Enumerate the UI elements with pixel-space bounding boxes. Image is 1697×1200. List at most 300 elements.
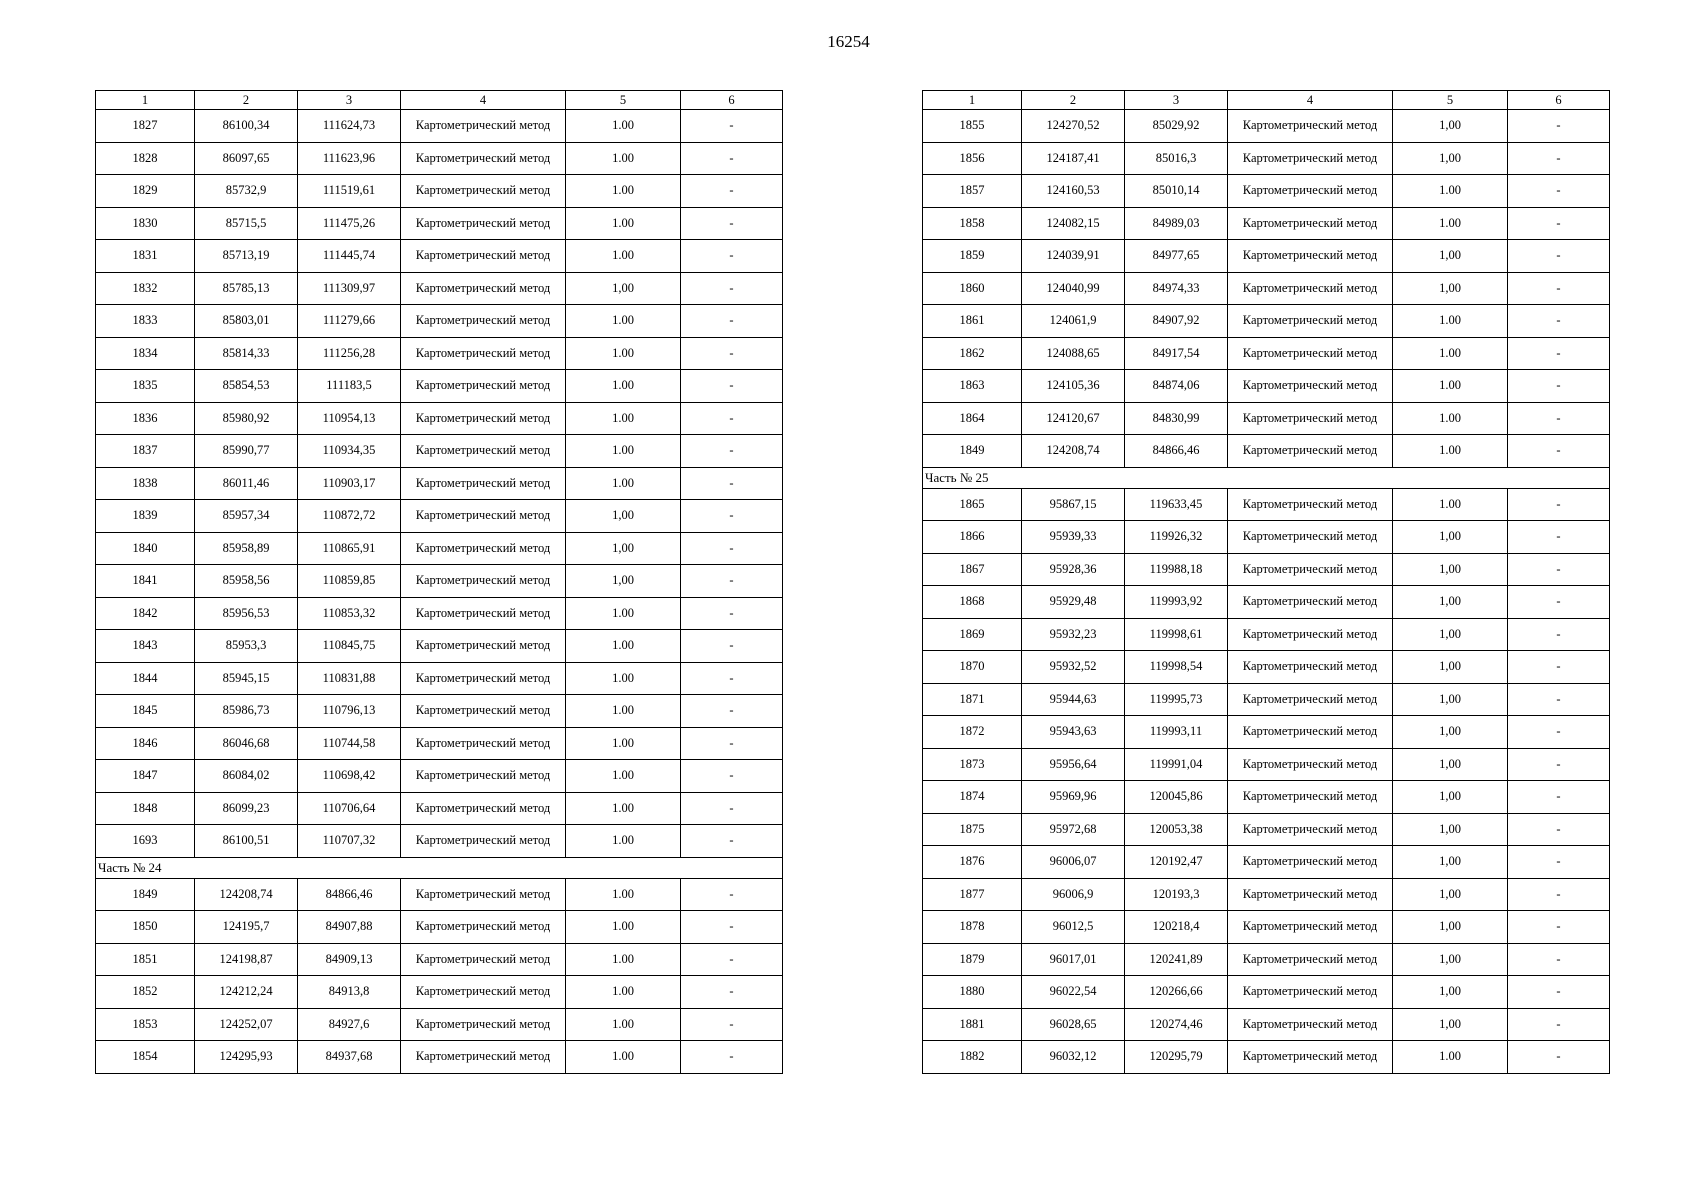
- method-cell: Картометрический метод: [401, 792, 566, 825]
- accuracy-cell: 1.00: [1393, 370, 1508, 403]
- accuracy-cell: 1.00: [1393, 1041, 1508, 1074]
- method-cell: Картометрический метод: [401, 142, 566, 175]
- y-coordinate-cell: 110698,42: [298, 760, 401, 793]
- method-cell: Картометрический метод: [1228, 240, 1393, 273]
- y-coordinate-cell: 111279,66: [298, 305, 401, 338]
- y-coordinate-cell: 120218,4: [1125, 911, 1228, 944]
- method-cell: Картометрический метод: [1228, 586, 1393, 619]
- point-number-cell: 1849: [96, 878, 195, 911]
- table-header-row: [96, 91, 783, 110]
- point-number-cell: 1881: [923, 1008, 1022, 1041]
- table-row: [923, 846, 1610, 879]
- accuracy-cell: 1.00: [566, 142, 681, 175]
- description-cell: -: [681, 240, 783, 273]
- x-coordinate-cell: 95867,15: [1022, 488, 1125, 521]
- x-coordinate-cell: 85953,3: [195, 630, 298, 663]
- description-cell: -: [681, 207, 783, 240]
- point-number-cell: 1859: [923, 240, 1022, 273]
- accuracy-cell: 1.00: [1393, 337, 1508, 370]
- method-cell: Картометрический метод: [401, 305, 566, 338]
- point-number-cell: 1829: [96, 175, 195, 208]
- point-number-cell: 1848: [96, 792, 195, 825]
- description-cell: -: [1508, 911, 1610, 944]
- accuracy-cell: 1,00: [1393, 683, 1508, 716]
- x-coordinate-cell: 124212,24: [195, 976, 298, 1009]
- x-coordinate-cell: 86099,23: [195, 792, 298, 825]
- table-row: [96, 272, 783, 305]
- accuracy-cell: 1.00: [566, 467, 681, 500]
- point-number-cell: 1839: [96, 500, 195, 533]
- x-coordinate-cell: 124252,07: [195, 1008, 298, 1041]
- x-coordinate-cell: 85958,89: [195, 532, 298, 565]
- y-coordinate-cell: 111519,61: [298, 175, 401, 208]
- x-coordinate-cell: 124295,93: [195, 1041, 298, 1074]
- description-cell: -: [1508, 521, 1610, 554]
- method-cell: Картометрический метод: [1228, 521, 1393, 554]
- y-coordinate-cell: 119926,32: [1125, 521, 1228, 554]
- table-row: [923, 175, 1610, 208]
- y-coordinate-cell: 110706,64: [298, 792, 401, 825]
- table-row: [96, 943, 783, 976]
- table-row: [96, 500, 783, 533]
- table-row: [923, 305, 1610, 338]
- section-heading: Часть № 25: [923, 467, 1610, 488]
- point-number-cell: 1847: [96, 760, 195, 793]
- description-cell: -: [681, 825, 783, 858]
- point-number-cell: 1873: [923, 748, 1022, 781]
- description-cell: -: [681, 110, 783, 143]
- description-cell: -: [681, 1041, 783, 1074]
- accuracy-cell: 1.00: [1393, 435, 1508, 468]
- y-coordinate-cell: 84989,03: [1125, 207, 1228, 240]
- description-cell: -: [1508, 813, 1610, 846]
- method-cell: Картометрический метод: [1228, 716, 1393, 749]
- x-coordinate-cell: 124120,67: [1022, 402, 1125, 435]
- table-row: [923, 207, 1610, 240]
- method-cell: Картометрический метод: [401, 370, 566, 403]
- y-coordinate-cell: 85016,3: [1125, 142, 1228, 175]
- y-coordinate-cell: 120053,38: [1125, 813, 1228, 846]
- x-coordinate-cell: 96006,9: [1022, 878, 1125, 911]
- x-coordinate-cell: 86084,02: [195, 760, 298, 793]
- x-coordinate-cell: 124082,15: [1022, 207, 1125, 240]
- y-coordinate-cell: 84913,8: [298, 976, 401, 1009]
- y-coordinate-cell: 111309,97: [298, 272, 401, 305]
- x-coordinate-cell: 85958,56: [195, 565, 298, 598]
- table-row: [923, 488, 1610, 521]
- method-cell: Картометрический метод: [401, 240, 566, 273]
- table-row: [96, 911, 783, 944]
- description-cell: -: [681, 467, 783, 500]
- x-coordinate-cell: 96022,54: [1022, 976, 1125, 1009]
- method-cell: Картометрический метод: [401, 337, 566, 370]
- table-row: [96, 207, 783, 240]
- column-header: 1: [96, 91, 195, 110]
- point-number-cell: 1850: [96, 911, 195, 944]
- method-cell: Картометрический метод: [1228, 272, 1393, 305]
- accuracy-cell: 1,00: [566, 532, 681, 565]
- accuracy-cell: 1,00: [1393, 142, 1508, 175]
- point-number-cell: 1828: [96, 142, 195, 175]
- table-row: [923, 402, 1610, 435]
- x-coordinate-cell: 85732,9: [195, 175, 298, 208]
- method-cell: Картометрический метод: [1228, 142, 1393, 175]
- description-cell: -: [1508, 175, 1610, 208]
- table-row: [96, 727, 783, 760]
- accuracy-cell: 1.00: [566, 402, 681, 435]
- point-number-cell: 1866: [923, 521, 1022, 554]
- point-number-cell: 1836: [96, 402, 195, 435]
- x-coordinate-cell: 96006,07: [1022, 846, 1125, 879]
- column-header: 5: [1393, 91, 1508, 110]
- y-coordinate-cell: 84830,99: [1125, 402, 1228, 435]
- point-number-cell: 1831: [96, 240, 195, 273]
- table-row: [96, 305, 783, 338]
- description-cell: -: [1508, 716, 1610, 749]
- method-cell: Картометрический метод: [1228, 781, 1393, 814]
- table-row: [923, 748, 1610, 781]
- description-cell: -: [681, 943, 783, 976]
- accuracy-cell: 1,00: [1393, 781, 1508, 814]
- accuracy-cell: 1,00: [1393, 272, 1508, 305]
- y-coordinate-cell: 110872,72: [298, 500, 401, 533]
- y-coordinate-cell: 110707,32: [298, 825, 401, 858]
- method-cell: Картометрический метод: [401, 597, 566, 630]
- method-cell: Картометрический метод: [1228, 305, 1393, 338]
- x-coordinate-cell: 85990,77: [195, 435, 298, 468]
- method-cell: Картометрический метод: [1228, 846, 1393, 879]
- accuracy-cell: 1.00: [566, 662, 681, 695]
- y-coordinate-cell: 111623,96: [298, 142, 401, 175]
- column-header: 6: [1508, 91, 1610, 110]
- y-coordinate-cell: 111445,74: [298, 240, 401, 273]
- point-number-cell: 1854: [96, 1041, 195, 1074]
- table-row: [923, 911, 1610, 944]
- point-number-cell: 1840: [96, 532, 195, 565]
- description-cell: -: [1508, 272, 1610, 305]
- page-number: 16254: [827, 32, 870, 51]
- description-cell: -: [681, 337, 783, 370]
- accuracy-cell: 1,00: [1393, 748, 1508, 781]
- table-row: [96, 142, 783, 175]
- method-cell: Картометрический метод: [401, 467, 566, 500]
- accuracy-cell: 1,00: [1393, 240, 1508, 273]
- point-number-cell: 1870: [923, 651, 1022, 684]
- point-number-cell: 1693: [96, 825, 195, 858]
- description-cell: -: [681, 435, 783, 468]
- x-coordinate-cell: 86097,65: [195, 142, 298, 175]
- section-heading-row: [923, 467, 1610, 488]
- method-cell: Картометрический метод: [401, 402, 566, 435]
- description-cell: -: [1508, 110, 1610, 143]
- description-cell: -: [1508, 240, 1610, 273]
- table-row: [96, 435, 783, 468]
- description-cell: -: [1508, 943, 1610, 976]
- x-coordinate-cell: 85713,19: [195, 240, 298, 273]
- accuracy-cell: 1,00: [566, 272, 681, 305]
- method-cell: Картометрический метод: [401, 207, 566, 240]
- y-coordinate-cell: 85010,14: [1125, 175, 1228, 208]
- point-number-cell: 1844: [96, 662, 195, 695]
- x-coordinate-cell: 124039,91: [1022, 240, 1125, 273]
- x-coordinate-cell: 95972,68: [1022, 813, 1125, 846]
- y-coordinate-cell: 110903,17: [298, 467, 401, 500]
- column-header: 1: [923, 91, 1022, 110]
- method-cell: Картометрический метод: [1228, 651, 1393, 684]
- description-cell: -: [1508, 1008, 1610, 1041]
- accuracy-cell: 1.00: [566, 435, 681, 468]
- y-coordinate-cell: 111624,73: [298, 110, 401, 143]
- point-number-cell: 1856: [923, 142, 1022, 175]
- accuracy-cell: 1.00: [566, 825, 681, 858]
- y-coordinate-cell: 120045,86: [1125, 781, 1228, 814]
- column-header: 4: [1228, 91, 1393, 110]
- y-coordinate-cell: 84917,54: [1125, 337, 1228, 370]
- y-coordinate-cell: 119998,61: [1125, 618, 1228, 651]
- x-coordinate-cell: 85803,01: [195, 305, 298, 338]
- table-row: [923, 110, 1610, 143]
- coordinates-table-left: [95, 90, 783, 1074]
- accuracy-cell: 1.00: [1393, 207, 1508, 240]
- table-row: [923, 553, 1610, 586]
- accuracy-cell: 1,00: [1393, 651, 1508, 684]
- table-row: [923, 142, 1610, 175]
- y-coordinate-cell: 84909,13: [298, 943, 401, 976]
- description-cell: -: [681, 695, 783, 728]
- table-row: [923, 618, 1610, 651]
- y-coordinate-cell: 111475,26: [298, 207, 401, 240]
- point-number-cell: 1879: [923, 943, 1022, 976]
- point-number-cell: 1845: [96, 695, 195, 728]
- point-number-cell: 1868: [923, 586, 1022, 619]
- table-row: [96, 1008, 783, 1041]
- description-cell: -: [1508, 683, 1610, 716]
- y-coordinate-cell: 120241,89: [1125, 943, 1228, 976]
- accuracy-cell: 1,00: [1393, 521, 1508, 554]
- x-coordinate-cell: 95928,36: [1022, 553, 1125, 586]
- x-coordinate-cell: 96028,65: [1022, 1008, 1125, 1041]
- method-cell: Картометрический метод: [401, 272, 566, 305]
- point-number-cell: 1861: [923, 305, 1022, 338]
- description-cell: -: [1508, 435, 1610, 468]
- x-coordinate-cell: 124208,74: [195, 878, 298, 911]
- table-row: [923, 1041, 1610, 1074]
- y-coordinate-cell: 120274,46: [1125, 1008, 1228, 1041]
- description-cell: -: [1508, 976, 1610, 1009]
- accuracy-cell: 1.00: [566, 240, 681, 273]
- table-row: [923, 716, 1610, 749]
- x-coordinate-cell: 95932,23: [1022, 618, 1125, 651]
- point-number-cell: 1882: [923, 1041, 1022, 1074]
- method-cell: Картометрический метод: [1228, 370, 1393, 403]
- point-number-cell: 1869: [923, 618, 1022, 651]
- table-row: [96, 630, 783, 663]
- accuracy-cell: 1.00: [566, 943, 681, 976]
- method-cell: Картометрический метод: [401, 695, 566, 728]
- method-cell: Картометрический метод: [401, 727, 566, 760]
- y-coordinate-cell: 111183,5: [298, 370, 401, 403]
- method-cell: Картометрический метод: [401, 500, 566, 533]
- point-number-cell: 1834: [96, 337, 195, 370]
- table-row: [96, 825, 783, 858]
- method-cell: Картометрический метод: [401, 1041, 566, 1074]
- point-number-cell: 1871: [923, 683, 1022, 716]
- x-coordinate-cell: 85814,33: [195, 337, 298, 370]
- description-cell: -: [1508, 748, 1610, 781]
- table-row: [923, 878, 1610, 911]
- y-coordinate-cell: 119991,04: [1125, 748, 1228, 781]
- x-coordinate-cell: 124198,87: [195, 943, 298, 976]
- y-coordinate-cell: 85029,92: [1125, 110, 1228, 143]
- y-coordinate-cell: 84866,46: [1125, 435, 1228, 468]
- accuracy-cell: 1.00: [566, 1041, 681, 1074]
- accuracy-cell: 1.00: [566, 337, 681, 370]
- point-number-cell: 1851: [96, 943, 195, 976]
- table-row: [923, 943, 1610, 976]
- method-cell: Картометрический метод: [401, 760, 566, 793]
- y-coordinate-cell: 84977,65: [1125, 240, 1228, 273]
- description-cell: -: [681, 911, 783, 944]
- x-coordinate-cell: 124270,52: [1022, 110, 1125, 143]
- description-cell: -: [1508, 553, 1610, 586]
- method-cell: Картометрический метод: [401, 825, 566, 858]
- x-coordinate-cell: 95929,48: [1022, 586, 1125, 619]
- point-number-cell: 1838: [96, 467, 195, 500]
- accuracy-cell: 1.00: [566, 1008, 681, 1041]
- accuracy-cell: 1,00: [1393, 878, 1508, 911]
- y-coordinate-cell: 120192,47: [1125, 846, 1228, 879]
- description-cell: -: [681, 370, 783, 403]
- column-header: 3: [1125, 91, 1228, 110]
- accuracy-cell: 1,00: [1393, 846, 1508, 879]
- point-number-cell: 1837: [96, 435, 195, 468]
- y-coordinate-cell: 111256,28: [298, 337, 401, 370]
- table-row: [923, 521, 1610, 554]
- description-cell: -: [1508, 337, 1610, 370]
- x-coordinate-cell: 86011,46: [195, 467, 298, 500]
- y-coordinate-cell: 110853,32: [298, 597, 401, 630]
- accuracy-cell: 1,00: [1393, 1008, 1508, 1041]
- point-number-cell: 1864: [923, 402, 1022, 435]
- accuracy-cell: 1.00: [566, 207, 681, 240]
- x-coordinate-cell: 96012,5: [1022, 911, 1125, 944]
- description-cell: -: [681, 272, 783, 305]
- method-cell: Картометрический метод: [401, 878, 566, 911]
- description-cell: -: [681, 976, 783, 1009]
- y-coordinate-cell: 119993,92: [1125, 586, 1228, 619]
- point-number-cell: 1874: [923, 781, 1022, 814]
- table-row: [923, 435, 1610, 468]
- method-cell: Картометрический метод: [1228, 553, 1393, 586]
- method-cell: Картометрический метод: [401, 662, 566, 695]
- point-number-cell: 1849: [923, 435, 1022, 468]
- accuracy-cell: 1.00: [566, 175, 681, 208]
- table-row: [923, 240, 1610, 273]
- table-row: [96, 565, 783, 598]
- description-cell: -: [1508, 142, 1610, 175]
- accuracy-cell: 1.00: [566, 305, 681, 338]
- point-number-cell: 1842: [96, 597, 195, 630]
- point-number-cell: 1862: [923, 337, 1022, 370]
- x-coordinate-cell: 95969,96: [1022, 781, 1125, 814]
- table-row: [923, 1008, 1610, 1041]
- accuracy-cell: 1,00: [1393, 716, 1508, 749]
- table-row: [96, 467, 783, 500]
- point-number-cell: 1830: [96, 207, 195, 240]
- point-number-cell: 1860: [923, 272, 1022, 305]
- point-number-cell: 1827: [96, 110, 195, 143]
- accuracy-cell: 1.00: [1393, 305, 1508, 338]
- accuracy-cell: 1,00: [1393, 110, 1508, 143]
- column-header: 5: [566, 91, 681, 110]
- x-coordinate-cell: 85980,92: [195, 402, 298, 435]
- method-cell: Картометрический метод: [1228, 976, 1393, 1009]
- accuracy-cell: 1.00: [566, 976, 681, 1009]
- accuracy-cell: 1,00: [1393, 553, 1508, 586]
- x-coordinate-cell: 124061,9: [1022, 305, 1125, 338]
- x-coordinate-cell: 124208,74: [1022, 435, 1125, 468]
- x-coordinate-cell: 85854,53: [195, 370, 298, 403]
- point-number-cell: 1857: [923, 175, 1022, 208]
- point-number-cell: 1863: [923, 370, 1022, 403]
- table-row: [96, 878, 783, 911]
- description-cell: -: [681, 500, 783, 533]
- point-number-cell: 1835: [96, 370, 195, 403]
- y-coordinate-cell: 119993,11: [1125, 716, 1228, 749]
- y-coordinate-cell: 110744,58: [298, 727, 401, 760]
- description-cell: -: [681, 878, 783, 911]
- point-number-cell: 1875: [923, 813, 1022, 846]
- method-cell: Картометрический метод: [401, 175, 566, 208]
- method-cell: Картометрический метод: [1228, 878, 1393, 911]
- method-cell: Картометрический метод: [1228, 337, 1393, 370]
- y-coordinate-cell: 119998,54: [1125, 651, 1228, 684]
- method-cell: Картометрический метод: [1228, 618, 1393, 651]
- description-cell: -: [1508, 846, 1610, 879]
- accuracy-cell: 1,00: [566, 565, 681, 598]
- x-coordinate-cell: 85956,53: [195, 597, 298, 630]
- description-cell: -: [1508, 370, 1610, 403]
- table-row: [96, 597, 783, 630]
- method-cell: Картометрический метод: [1228, 1008, 1393, 1041]
- table-row: [96, 976, 783, 1009]
- method-cell: Картометрический метод: [401, 911, 566, 944]
- method-cell: Картометрический метод: [401, 630, 566, 663]
- method-cell: Картометрический метод: [1228, 110, 1393, 143]
- accuracy-cell: 1,00: [1393, 976, 1508, 1009]
- column-header: 6: [681, 91, 783, 110]
- y-coordinate-cell: 84907,92: [1125, 305, 1228, 338]
- y-coordinate-cell: 84974,33: [1125, 272, 1228, 305]
- accuracy-cell: 1.00: [1393, 175, 1508, 208]
- table-row: [923, 586, 1610, 619]
- accuracy-cell: 1.00: [566, 911, 681, 944]
- point-number-cell: 1865: [923, 488, 1022, 521]
- accuracy-cell: 1.00: [1393, 488, 1508, 521]
- description-cell: -: [681, 305, 783, 338]
- x-coordinate-cell: 85986,73: [195, 695, 298, 728]
- accuracy-cell: 1,00: [566, 500, 681, 533]
- method-cell: Картометрический метод: [1228, 402, 1393, 435]
- point-number-cell: 1833: [96, 305, 195, 338]
- table-row: [923, 370, 1610, 403]
- point-number-cell: 1846: [96, 727, 195, 760]
- y-coordinate-cell: 110954,13: [298, 402, 401, 435]
- method-cell: Картометрический метод: [1228, 911, 1393, 944]
- coordinates-table-right: [922, 90, 1610, 1074]
- point-number-cell: 1855: [923, 110, 1022, 143]
- description-cell: -: [681, 1008, 783, 1041]
